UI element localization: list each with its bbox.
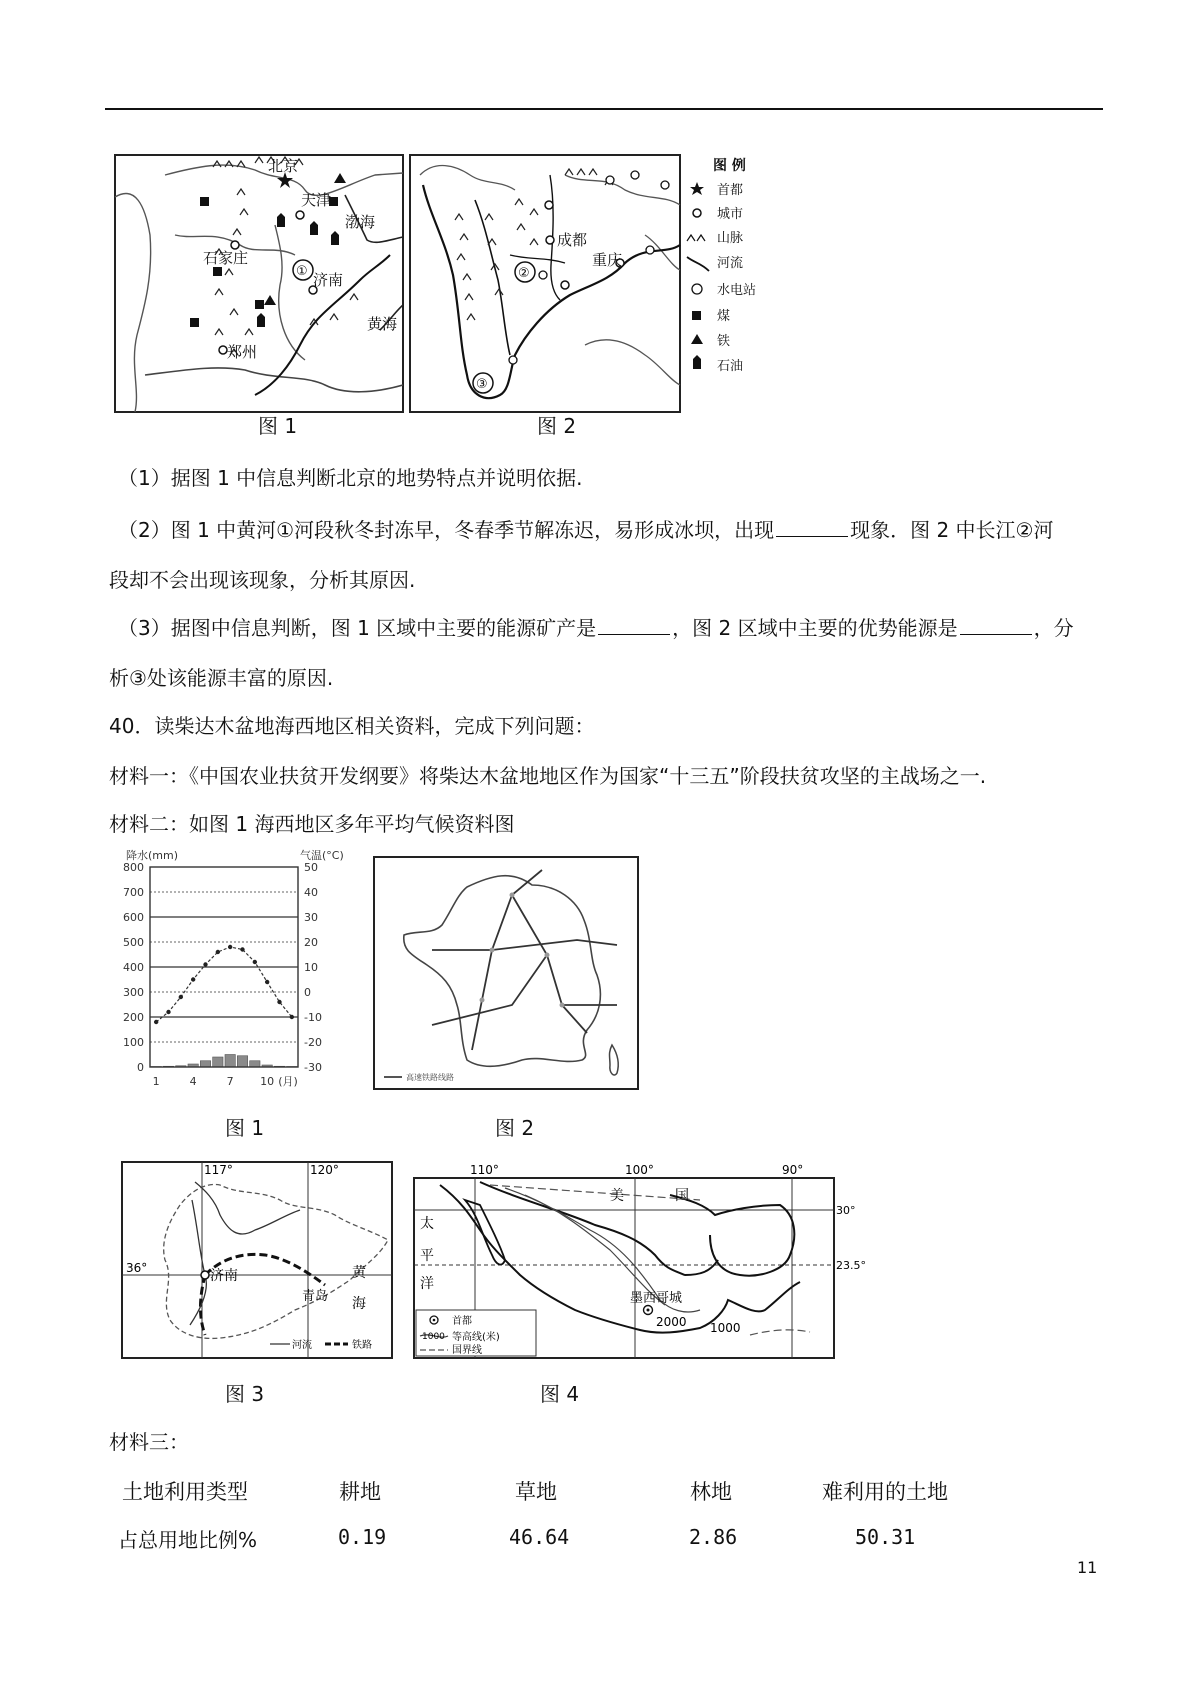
city-circle-icon (296, 211, 304, 219)
table-cell-grassland: 46.64 (509, 1525, 570, 1549)
fig4-leg-contour: 等高线(米) (452, 1332, 500, 1343)
chart-ytick-label: 600 (123, 911, 144, 924)
city-circle-icon (231, 241, 239, 249)
fig3-hai: 海 (352, 1296, 366, 1312)
top-figures (105, 145, 845, 435)
mountain-icon (687, 235, 705, 241)
city-circle-icon (561, 281, 569, 289)
chart-temp-point (240, 947, 244, 951)
fig2b-caption: 图 2 (495, 1116, 535, 1140)
chart-xtick-label: 10 (260, 1075, 275, 1088)
chart-y2tick-label: 20 (304, 936, 318, 949)
coal-square-icon (213, 267, 222, 276)
table-header-0: 土地利用类型 (122, 1480, 248, 1504)
chart-temp-point (216, 950, 220, 954)
fig3-lat36: 36° (126, 1261, 148, 1275)
fig3-legend-rail: 铁路 (352, 1340, 372, 1351)
label-jinan: 济南 (313, 271, 344, 289)
chart-xtick-label: 1 (152, 1075, 160, 1088)
question-1: （1）据图 1 中信息判断北京的地势特点并说明依据. (118, 466, 583, 490)
table-cell-farmland: 0.19 (338, 1525, 387, 1549)
chart-y2tick-label: 30 (304, 911, 318, 924)
chart-y2tick-label: 0 (304, 986, 311, 999)
chart-ytick-label: 100 (123, 1036, 144, 1049)
table-header-2: 草地 (515, 1480, 557, 1504)
legend-label-capital: 首都 (717, 183, 744, 198)
fig3-map (120, 1160, 395, 1365)
chart-bar (200, 1061, 210, 1067)
legend-label-mountain: 山脉 (717, 231, 744, 246)
fig4-city: 墨西哥城 (630, 1291, 683, 1306)
city-circle-icon (693, 209, 701, 217)
material-2: 材料二：如图 1 海西地区多年平均气候资料图 (109, 812, 515, 836)
coal-square-icon (255, 300, 264, 309)
question-3-line2: 析③处该能源丰富的原因. (109, 666, 334, 690)
fig3-lon120: 120° (310, 1163, 339, 1177)
fig3-lon117: 117° (204, 1163, 233, 1177)
chart-temp-point (179, 995, 183, 999)
question-2-line1 (118, 516, 1053, 544)
q2-text-b: 现象．图 2 中长江②河 (850, 518, 1054, 542)
chart-temp-point (253, 960, 257, 964)
chart-temp-point (277, 1000, 281, 1004)
chart-temp-line (156, 947, 292, 1022)
climate-chart (108, 845, 348, 1100)
fig3-legend-river: 河流 (292, 1340, 312, 1351)
label-huanghai: 黄海 (367, 315, 398, 333)
fig3-huang: 黄 (352, 1265, 366, 1281)
fig4-lat235: 23.5° (836, 1259, 866, 1272)
coal-square-icon (190, 318, 199, 327)
label-tianjin: 天津 (301, 191, 332, 209)
fig3-qingdao: 青岛 (302, 1289, 329, 1304)
answer-blank (776, 516, 848, 537)
chart-y2tick-label: -20 (304, 1036, 322, 1049)
fig4-tai: 太 (420, 1216, 434, 1232)
chart-temp-point (191, 977, 195, 981)
q2-text-a: （2）图 1 中黄河①河段秋冬封冻早，冬春季节解冻迟，易形成冰坝，出现 (118, 518, 775, 542)
chart-y2tick-label: 50 (304, 861, 318, 874)
fig4-lon90: 90° (782, 1163, 804, 1177)
q3-text-a: （3）据图中信息判断，图 1 区域中主要的能源矿产是 (118, 616, 597, 640)
fig1-caption: 图 1 (258, 414, 298, 438)
table-row-label: 占总用地比例% (118, 1528, 258, 1552)
legend-label-city: 城市 (717, 207, 744, 222)
table-cell-unusable: 50.31 (855, 1525, 916, 1549)
fig4-map (410, 1160, 875, 1370)
fig2-caption: 图 2 (537, 414, 577, 438)
chart-ytick-label: 500 (123, 936, 144, 949)
fig2-rail-map (372, 855, 642, 1095)
chart-y2tick-label: 10 (304, 961, 318, 974)
river-icon (687, 257, 709, 271)
q40-title: 40．读柴达木盆地海西地区相关资料，完成下列问题： (109, 714, 595, 738)
hydropower-icon (692, 284, 702, 294)
legend-label-river: 河流 (717, 256, 744, 271)
label-chengdu: 成都 (557, 231, 588, 249)
chart-ytick-label: 0 (137, 1061, 144, 1074)
q3-text-b: ，图 2 区域中主要的优势能源是 (672, 616, 958, 640)
legend-label-coal: 煤 (717, 309, 731, 324)
material-1: 材料一：《中国农业扶贫开发纲要》将柴达木盆地地区作为国家“十三五”阶段扶贫攻坚的主战场之一. (109, 764, 987, 788)
star-icon (690, 182, 704, 195)
table-header-1: 耕地 (339, 1480, 381, 1504)
chart-y2tick-label: -30 (304, 1061, 322, 1074)
chart-temp-point (203, 962, 207, 966)
fig4-leg-contour-val: 1000 (422, 1332, 445, 1342)
fig4-lon110: 110° (470, 1163, 499, 1177)
fig4-c1000: 1000 (710, 1321, 741, 1335)
chart-ytick-label: 400 (123, 961, 144, 974)
chart-temp-point (166, 1010, 170, 1014)
coal-square-icon (692, 311, 701, 320)
legend-title: 图 例 (713, 158, 746, 174)
chart-ytick-label: 800 (123, 861, 144, 874)
fig1b-caption: 图 1 (225, 1116, 265, 1140)
label-zhengzhou: 郑州 (227, 343, 258, 361)
chart-y2tick-label: 40 (304, 886, 318, 899)
fig4-lon100: 100° (625, 1163, 654, 1177)
chart-xlabel: (月) (278, 1075, 298, 1088)
chart-ylabel: 降水(mm) (126, 849, 179, 862)
chart-bar (213, 1057, 223, 1067)
fig2-legend: 高速铁路线路 (406, 1073, 454, 1082)
question-2-line2: 段却不会出现该现象，分析其原因. (109, 568, 416, 592)
legend-label-hydropower: 水电站 (717, 283, 757, 298)
iron-triangle-icon (691, 334, 703, 344)
label-marker1: ① (296, 264, 308, 279)
header-rule (105, 108, 1103, 110)
city-circle-icon (545, 201, 553, 209)
label-bohai: 渤海 (345, 213, 376, 231)
chart-temp-point (228, 945, 232, 949)
city-circle-icon (219, 346, 227, 354)
fig4-caption: 图 4 (540, 1382, 580, 1406)
fig4-lat30: 30° (836, 1204, 856, 1217)
chart-y2label: 气温(°C) (300, 849, 344, 862)
material-3: 材料三： (109, 1430, 189, 1454)
label-marker3: ③ (476, 377, 488, 392)
city-circle-icon (546, 236, 554, 244)
q3-text-c: ，分 (1033, 616, 1074, 640)
oil-icon (693, 355, 701, 369)
chart-bar (225, 1055, 235, 1068)
answer-blank (960, 614, 1032, 635)
page-number: 11 (1077, 1558, 1098, 1577)
fig4-yang: 洋 (420, 1276, 434, 1292)
chart-ytick-label: 700 (123, 886, 144, 899)
chart-bar (250, 1061, 260, 1067)
chart-bar (237, 1056, 247, 1067)
fig4-leg-border: 国界线 (452, 1345, 482, 1356)
chart-temp-point (265, 980, 269, 984)
label-marker2: ② (518, 266, 530, 281)
fig4-ping: 平 (420, 1248, 434, 1264)
fig3-jinan: 济南 (210, 1268, 238, 1284)
chart-temp-point (290, 1015, 294, 1019)
table-header-4: 难利用的土地 (822, 1480, 948, 1504)
fig4-guo: 国 (675, 1188, 689, 1204)
fig4-mei: 美 (610, 1188, 624, 1204)
chart-ytick-label: 200 (123, 1011, 144, 1024)
fig3-caption: 图 3 (225, 1382, 265, 1406)
chart-ytick-label: 300 (123, 986, 144, 999)
chart-xtick-label: 7 (226, 1075, 234, 1088)
label-beijing: 北京 (268, 157, 299, 175)
chart-temp-point (154, 1020, 158, 1024)
fig2-frame (410, 155, 680, 412)
chart-xtick-label: 4 (189, 1075, 197, 1088)
label-chongqing: 重庆 (592, 251, 623, 269)
coal-square-icon (200, 197, 209, 206)
table-header-3: 林地 (690, 1480, 732, 1504)
question-3-line1 (118, 614, 1074, 642)
chart-y2tick-label: -10 (304, 1011, 322, 1024)
legend (687, 157, 756, 374)
label-shijiazhuang: 石家庄 (203, 249, 249, 267)
fig4-c2000: 2000 (656, 1315, 687, 1329)
fig4-leg-capital: 首都 (452, 1316, 472, 1327)
legend-label-oil: 石油 (717, 359, 744, 374)
legend-label-iron: 铁 (717, 334, 731, 349)
table-cell-forest: 2.86 (689, 1525, 738, 1549)
answer-blank (598, 614, 670, 635)
